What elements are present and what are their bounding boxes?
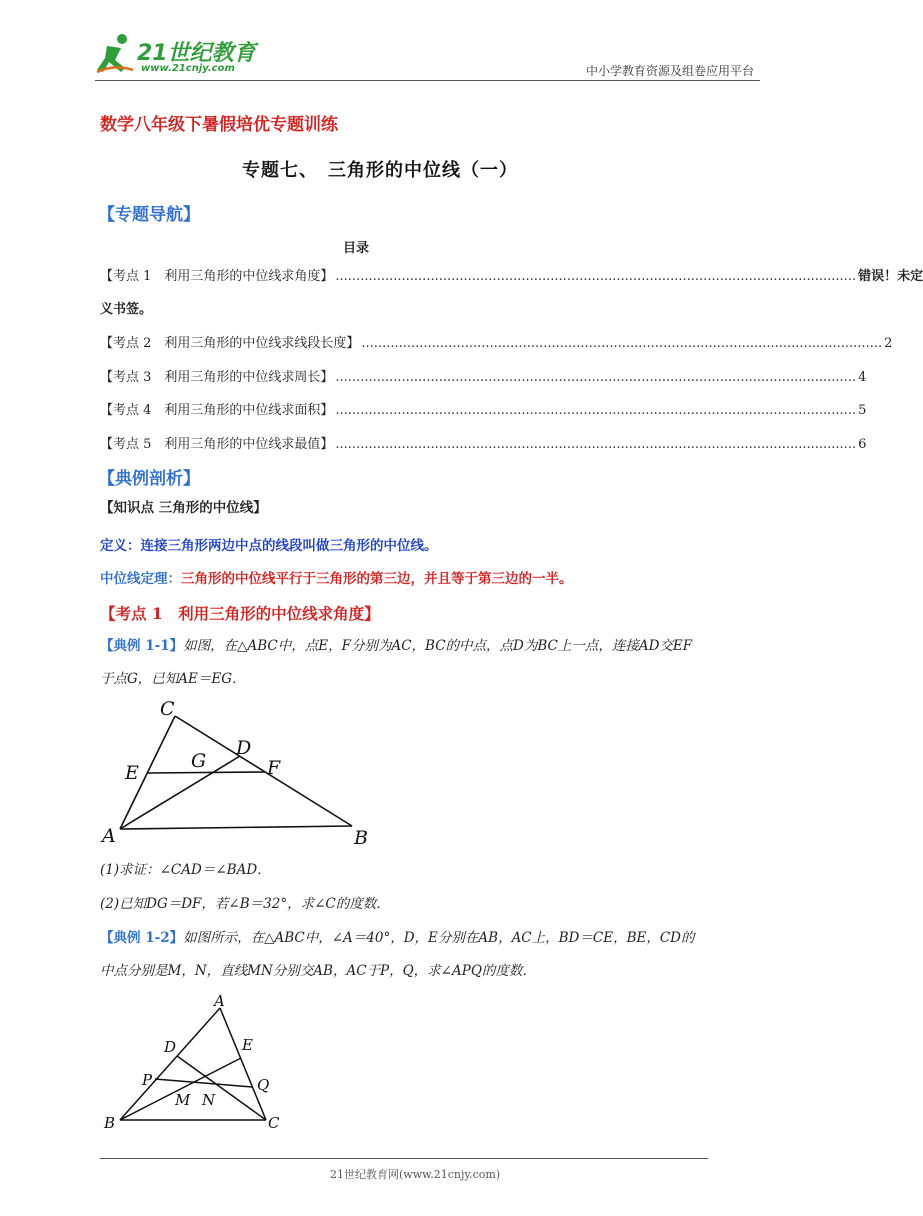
- toc-row-2[interactable]: [100, 332, 893, 351]
- label-m: M: [175, 1091, 191, 1109]
- logo: [95, 30, 265, 78]
- kaodian-1-title: 【考点 1 利用三角形的中位线求角度】: [100, 604, 380, 623]
- logo-sub-text: www.21cnjy.com: [141, 63, 235, 74]
- label-n: N: [202, 1091, 216, 1109]
- label-a: A: [102, 825, 116, 847]
- line-pq: [155, 1079, 252, 1087]
- toc-leader-dots: ..............................................................................................................................: [335, 370, 857, 385]
- figure-1-triangle: [100, 696, 380, 849]
- header-platform-text: 中小学教育资源及组卷应用平台: [585, 64, 754, 78]
- nav-heading: 【专题导航】: [98, 205, 200, 225]
- logo-main-text: 21世纪教育: [137, 41, 256, 66]
- toc-row-label: 【考点 2 利用三角形的中位线求线段长度】: [100, 336, 360, 351]
- header: [95, 30, 760, 82]
- footer-text: 21世纪教育网(www.21cnjy.com): [330, 1168, 501, 1181]
- label-q: Q: [257, 1076, 270, 1094]
- runner-logo-icon: [95, 32, 135, 76]
- toc-row-page: 2: [884, 336, 893, 351]
- toc-leader-dots: ..............................................................................................................................: [335, 437, 857, 452]
- label-b: B: [354, 827, 368, 849]
- toc-row-label: 【考点 5 利用三角形的中位线求最值】: [100, 437, 334, 452]
- example-1-2-line1: [100, 928, 765, 948]
- footer-divider: [100, 1158, 708, 1159]
- example-1-1-q2: (2)已知DG＝DF，若∠B＝32°，求∠C的度数．: [100, 896, 390, 912]
- label-c: C: [268, 1114, 280, 1132]
- label-c: C: [160, 698, 175, 720]
- analysis-heading: 【典例剖析】: [98, 469, 200, 489]
- segment-ef: [147, 772, 265, 773]
- toc-row-label: 【考点 4 利用三角形的中位线求面积】: [100, 403, 334, 418]
- example-1-1-q1: (1)求证：∠CAD＝∠BAD．: [100, 862, 271, 878]
- toc-row-1-wrap: 义书签。: [100, 302, 153, 317]
- toc-leader-dots: ..............................................................................................................................: [335, 403, 857, 418]
- example-1-1-line2: 于点G，已知AE＝EG．: [100, 671, 246, 687]
- toc-title: 目录: [343, 241, 370, 256]
- label-d: D: [236, 737, 252, 759]
- toc-leader-dots: ..............................................................................................................................: [335, 269, 857, 284]
- label-e: E: [125, 762, 139, 784]
- label-d: D: [164, 1038, 177, 1056]
- example-1-2-text: 如图所示，在△ABC中，∠A＝40°，D，E分别在AB，AC上，BD＝CE，BE，CD的: [183, 930, 695, 946]
- toc-row-3[interactable]: [100, 366, 867, 385]
- theorem-line: [100, 567, 573, 587]
- knowledge-heading: 【知识点 三角形的中位线】: [100, 500, 267, 516]
- toc-row-5[interactable]: [100, 433, 867, 452]
- toc-row-page: 6: [858, 437, 867, 452]
- label-g: G: [191, 750, 207, 772]
- side-ab: [120, 826, 352, 829]
- example-1-1-line1: [100, 636, 765, 656]
- toc-row-label: 【考点 1 利用三角形的中位线求角度】: [100, 269, 334, 284]
- example-1-1-label: 【典例 1-1】: [100, 638, 184, 654]
- toc-row-4[interactable]: [100, 399, 867, 418]
- label-f: F: [267, 757, 281, 779]
- header-divider: [95, 80, 760, 81]
- definition-text: 定义：连接三角形两边中点的线段叫做三角形的中位线。: [100, 538, 438, 554]
- example-1-1-text: 如图，在△ABC中，点E，F分别为AC，BC的中点，点D为BC上一点，连接AD交EF: [183, 638, 693, 654]
- series-title: 数学八年级下暑假培优专题训练: [100, 115, 338, 135]
- topic-title: 专题七、 三角形的中位线（一）: [242, 160, 518, 181]
- theorem-label: 中位线定理：: [100, 571, 181, 587]
- label-a: A: [214, 992, 225, 1010]
- label-p: P: [142, 1071, 153, 1089]
- toc-row-1[interactable]: [100, 265, 923, 284]
- example-1-2-line2: 中点分别是M，N，直线MN分别交AB，AC于P，Q，求∠APQ的度数．: [100, 963, 536, 979]
- figure-2-triangle: [100, 990, 300, 1140]
- theorem-text: 三角形的中位线平行于三角形的第三边，并且等于第三边的一半。: [181, 571, 573, 587]
- example-1-2-label: 【典例 1-2】: [100, 930, 184, 946]
- toc-row-page: 5: [858, 403, 867, 418]
- toc-row-page: 4: [858, 370, 867, 385]
- toc-leader-dots: ..............................................................................................................................: [361, 336, 883, 351]
- label-b: B: [104, 1114, 116, 1132]
- toc-row-label: 【考点 3 利用三角形的中位线求周长】: [100, 370, 334, 385]
- label-e: E: [242, 1036, 253, 1054]
- toc-row-page: 错误！未定: [858, 269, 923, 284]
